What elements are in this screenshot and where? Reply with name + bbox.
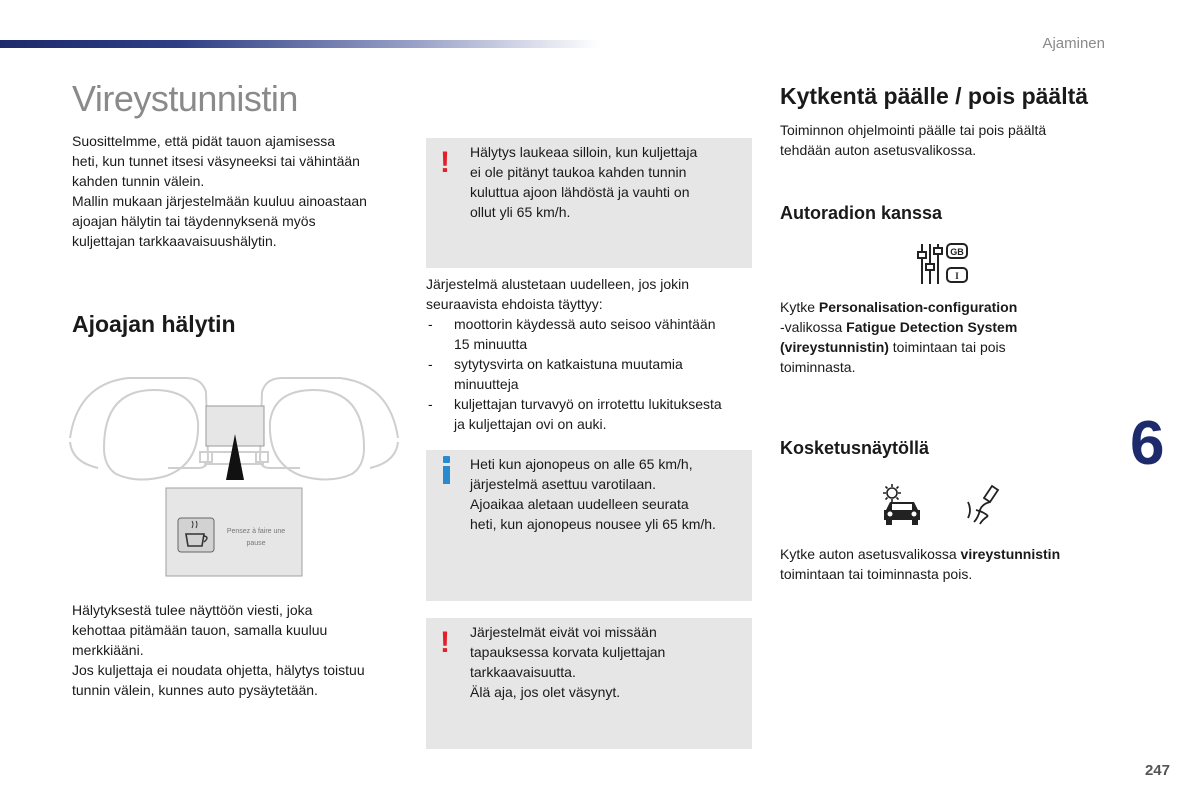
intro-paragraph: Suosittelmme, että pidät tauon ajamisessa heti, kun tunnet itsesi väsyneeksi tai vähintään kahden tunnin välein. Mallin mukaan järjestelmään kuuluu ainoastaan ajoajan hälytin tai täydennyksenä myös kuljettajan tarkkaavaisuushälytin. — [72, 133, 367, 249]
radio-subtitle: Autoradion kanssa — [780, 203, 943, 223]
condition-item: - sytytysvirta on katkaistuna muutamia minuutteja — [426, 354, 756, 394]
cluster-screen-text-line1: Pensez à faire une — [226, 528, 286, 535]
warning-text: Hälytys laukeaa silloin, kun kuljettaja ei ole pitänyt taukoa kahden tunnin kuluttua ajoon lähdöstä ja vauhti on ollut yli 65 km/h. — [470, 144, 698, 220]
instrument-cluster-illustration — [68, 368, 400, 580]
warning-box-attention — [426, 618, 752, 749]
right-intro: Toiminnon ohjelmointi päälle tai pois päältä tehdään auton asetusvalikossa. — [780, 122, 1047, 158]
right-section-title: Kytkentä päälle / pois päältä — [780, 83, 1089, 109]
radio-settings-icon — [916, 240, 972, 288]
section-label: Ajaminen — [1042, 35, 1105, 52]
info-box-standby — [426, 450, 752, 601]
reset-conditions: Järjestelmä alustetaan uudelleen, jos jokin seuraavista ehdoista täyttyy: - moottorin käydessä auto seisoo vähintään 15 minuutta - sytytysvirta on katkaistuna muutamia minuutteja - kuljettajan turvavyö on irrotettu lukituksesta ja kuljettajan ovi on auki. — [426, 274, 756, 434]
car-settings-icon — [880, 482, 924, 526]
warning-icon: ! — [440, 626, 450, 659]
warning-box-alert-trigger — [426, 138, 752, 268]
touchscreen-subtitle: Kosketusnäytöllä — [780, 438, 930, 458]
page-title: Vireystunnistin — [72, 78, 298, 119]
radio-icon-i-label: I — [955, 271, 959, 281]
page-number: 247 — [1144, 762, 1170, 779]
touchscreen-instructions: Kytke auton asetusvalikossa vireystunnistin toimintaan tai toiminnasta pois. — [780, 546, 1061, 582]
chapter-number: 6 — [1130, 409, 1165, 478]
warning-icon: ! — [440, 146, 450, 179]
info-text: Heti kun ajonopeus on alle 65 km/h, järjestelmä asettuu varotilaan. Ajoaikaa aletaan uudelleen seurata heti, kun ajonopeus nousee yli 65 km/h. — [470, 456, 716, 532]
condition-item: - moottorin käydessä auto seisoo vähintään 15 minuutta — [426, 314, 756, 354]
cluster-screen-text-line2: pause — [246, 540, 266, 547]
alert-description-paragraph: Hälytyksestä tulee näyttöön viesti, joka kehottaa pitämään tauon, samalla kuuluu merkkiääni. Jos kuljettaja ei noudata ohjetta, hälytys toistuu tunnin välein, kunnes auto pysäytetään. — [72, 602, 365, 698]
radio-icon-gb-label: GB — [950, 247, 964, 257]
header-gradient-bar — [0, 40, 600, 48]
driver-assist-touch-icon — [962, 482, 1002, 526]
condition-item: - kuljettajan turvavyö on irrotettu lukituksesta ja kuljettajan ovi on auki. — [426, 394, 756, 434]
subtitle-driving-time-alert: Ajoajan hälytin — [72, 311, 236, 337]
radio-instructions: Kytke Personalisation-configuration -valikossa Fatigue Detection System (vireystunnistin) toimintaan tai pois toiminnasta. — [780, 299, 1018, 375]
warning-text: Järjestelmät eivät voi missään tapauksessa korvata kuljettajan tarkkaavaisuutta. Älä aja, jos olet väsynyt. — [470, 624, 666, 700]
info-icon — [443, 456, 451, 484]
